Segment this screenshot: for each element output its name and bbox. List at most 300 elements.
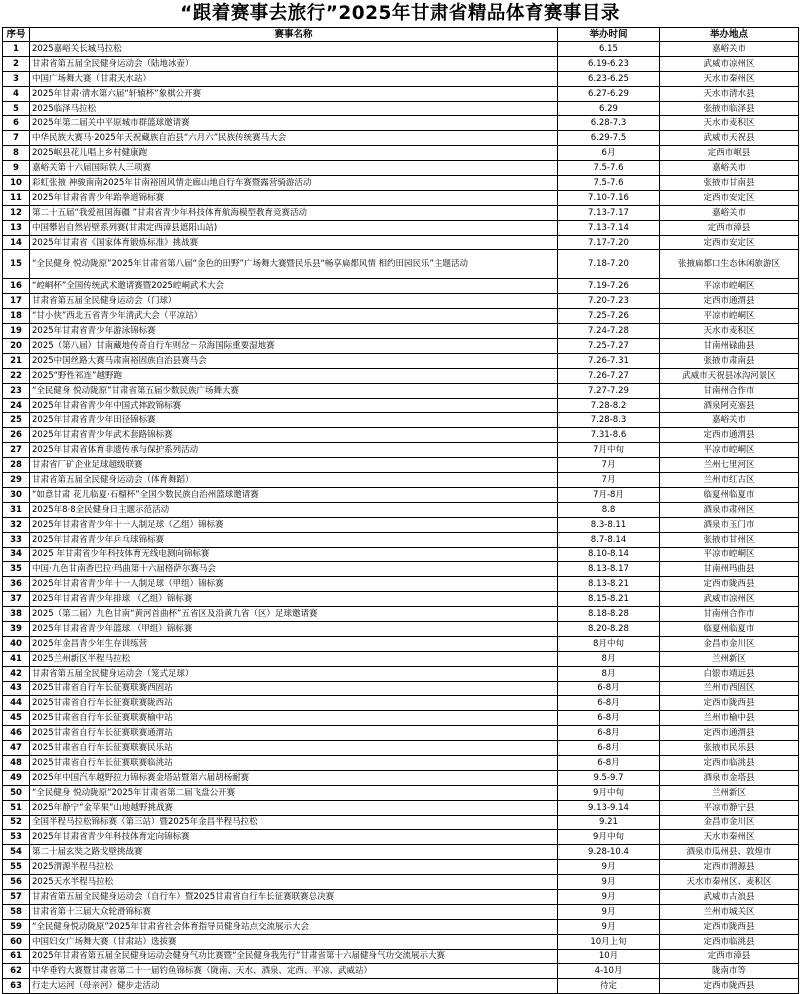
event-location: 定西市岷县 — [660, 146, 799, 161]
event-time: 7.13-7.14 — [558, 220, 660, 235]
event-location: 兰州市红古区 — [660, 473, 799, 488]
event-location: 定西市陇西县 — [660, 696, 799, 711]
row-number: 39 — [3, 621, 30, 636]
table-row — [3, 458, 799, 473]
event-name: 甘肃省第五届全民健身运动会（自行车）暨2025甘肃省自行车长征赛联赛总决赛 — [30, 889, 558, 904]
event-time: 6-8月 — [558, 726, 660, 741]
table-row — [3, 279, 799, 294]
table-row — [3, 161, 799, 176]
event-time: 8.7-8.14 — [558, 532, 660, 547]
event-location: 甘南州玛曲县 — [660, 562, 799, 577]
row-number: 45 — [3, 711, 30, 726]
event-name: 2025年甘肃省青少年武术套路锦标赛 — [30, 428, 558, 443]
event-name: 第二十五届“我爱祖国海疆 ”甘肃省青少年科技体育航海模型教育竞赛活动 — [30, 205, 558, 220]
row-number: 60 — [3, 934, 30, 949]
row-number: 33 — [3, 532, 30, 547]
row-number: 15 — [3, 250, 30, 279]
table-row — [3, 607, 799, 622]
row-number: 32 — [3, 517, 30, 532]
table-row — [3, 875, 799, 890]
event-time: 4-10月 — [558, 964, 660, 979]
event-time: 9月 — [558, 889, 660, 904]
event-name: 2025年甘肃省青少年田径锦标赛 — [30, 413, 558, 428]
event-name: “甘小侠”西北五省青少年清武大会（平凉站） — [30, 309, 558, 324]
event-time: 8月 — [558, 651, 660, 666]
event-time: 7.28-8.2 — [558, 398, 660, 413]
table-row — [3, 190, 799, 205]
row-number: 46 — [3, 726, 30, 741]
event-time: 7.18-7.20 — [558, 250, 660, 279]
event-time: 7.31-8.6 — [558, 428, 660, 443]
table-row — [3, 889, 799, 904]
row-number: 25 — [3, 413, 30, 428]
event-location: 临夏州临夏市 — [660, 487, 799, 502]
event-location: 张掖市甘南县 — [660, 176, 799, 191]
table-row — [3, 711, 799, 726]
table-row — [3, 413, 799, 428]
event-time: 7.17-7.20 — [558, 235, 660, 250]
event-location: 嘉峪关市 — [660, 161, 799, 176]
event-name: 2025临泽马拉松 — [30, 101, 558, 116]
table-row — [3, 547, 799, 562]
event-name: “如意甘肃 花儿临夏·石榴杯”全国少数民族自治州篮球邀请赛 — [30, 487, 558, 502]
event-name: 全国半程马拉松锦标赛（第三站）暨2025年金昌半程马拉松 — [30, 815, 558, 830]
event-location: 张掖市肃南县 — [660, 353, 799, 368]
event-name: 2025年甘肃省青少年十一人制足球（甲组）锦标赛 — [30, 577, 558, 592]
event-time: 8.3-8.11 — [558, 517, 660, 532]
event-location: 平凉市静宁县 — [660, 800, 799, 815]
row-number: 19 — [3, 324, 30, 339]
table-row — [3, 71, 799, 86]
row-number: 5 — [3, 101, 30, 116]
event-name: 中国·九色甘南香巴拉·玛曲第十六届格萨尔赛马会 — [30, 562, 558, 577]
event-name: 2025年甘肃省体育非遗传承与保护系列活动 — [30, 443, 558, 458]
table-row — [3, 383, 799, 398]
row-number: 58 — [3, 904, 30, 919]
event-time: 8.13-8.21 — [558, 577, 660, 592]
event-time: 7.19-7.26 — [558, 279, 660, 294]
table-row — [3, 726, 799, 741]
event-time: 8.18-8.28 — [558, 607, 660, 622]
event-time: 7.28-8.3 — [558, 413, 660, 428]
event-location: 武威市凉州区 — [660, 56, 799, 71]
table-row — [3, 979, 799, 994]
table-row — [3, 324, 799, 339]
event-name: 2025渭源半程马拉松 — [30, 860, 558, 875]
event-name: 嘉峪关第十六届国际铁人三项赛 — [30, 161, 558, 176]
table-row — [3, 443, 799, 458]
event-name: 第二十届玄奘之路戈壁挑战赛 — [30, 845, 558, 860]
page-title: “跟着赛事去旅行”2025年甘肃省精品体育赛事目录 — [180, 3, 620, 24]
table-row — [3, 621, 799, 636]
event-location: 武威市凉州区 — [660, 592, 799, 607]
event-name: 2025年中国汽车越野拉力锦标赛金塔站暨第六届胡杨耐赛 — [30, 770, 558, 785]
event-time: 9.21 — [558, 815, 660, 830]
event-time: 8.15-8.21 — [558, 592, 660, 607]
event-location: 金昌市金川区 — [660, 636, 799, 651]
event-name: 甘肃省第五届全民健身运动会（体育舞蹈） — [30, 473, 558, 488]
event-name: 2025年8·8全民健身日主题示范活动 — [30, 502, 558, 517]
event-location: 天水市清水县 — [660, 86, 799, 101]
row-number: 2 — [3, 56, 30, 71]
row-number: 54 — [3, 845, 30, 860]
event-time: 7月中旬 — [558, 443, 660, 458]
event-time: 9.28-10.4 — [558, 845, 660, 860]
table-row — [3, 934, 799, 949]
row-number: 47 — [3, 741, 30, 756]
table-row — [3, 964, 799, 979]
event-location: 武威市天祝县 — [660, 131, 799, 146]
event-location: 定西市陇西县 — [660, 919, 799, 934]
event-time: 8.10-8.14 — [558, 547, 660, 562]
events-table — [2, 27, 799, 994]
event-time: 7.13-7.17 — [558, 205, 660, 220]
row-number: 6 — [3, 116, 30, 131]
event-time: 7.25-7.26 — [558, 309, 660, 324]
row-number: 11 — [3, 190, 30, 205]
event-name: 2025中国丝路大赛马肃南裕固族自治县赛马会 — [30, 353, 558, 368]
table-row — [3, 532, 799, 547]
event-time: 6-8月 — [558, 711, 660, 726]
event-name: 2025嘉峪关长城马拉松 — [30, 42, 558, 57]
event-location: 酒泉市瓜州县、敦煌市 — [660, 845, 799, 860]
header-location: 举办地点 — [660, 28, 799, 42]
row-number: 59 — [3, 919, 30, 934]
event-location: 定西市陇西县 — [660, 577, 799, 592]
table-row — [3, 487, 799, 502]
table-row — [3, 86, 799, 101]
table-row — [3, 666, 799, 681]
row-number: 21 — [3, 353, 30, 368]
event-time: 8.8 — [558, 502, 660, 517]
header-number: 序号 — [3, 28, 30, 42]
row-number: 4 — [3, 86, 30, 101]
event-name: 2025年甘肃省青少年中国式摔跤锦标赛 — [30, 398, 558, 413]
row-number: 29 — [3, 473, 30, 488]
row-number: 37 — [3, 592, 30, 607]
table-row — [3, 904, 799, 919]
row-number: 56 — [3, 875, 30, 890]
event-location: 定西市安定区 — [660, 190, 799, 205]
row-number: 23 — [3, 383, 30, 398]
event-time: 9月中旬 — [558, 785, 660, 800]
event-location: 武威市古浪县 — [660, 889, 799, 904]
row-number: 13 — [3, 220, 30, 235]
row-number: 57 — [3, 889, 30, 904]
table-row — [3, 502, 799, 517]
row-number: 18 — [3, 309, 30, 324]
event-name: 中国攀岩自然岩壁系列赛(甘肃定西漳县遮阳山站) — [30, 220, 558, 235]
event-name: 2025（第八届）甘南藏地传奇自行车则岔－尕海国际重要湿地赛 — [30, 339, 558, 354]
row-number: 3 — [3, 71, 30, 86]
table-row — [3, 309, 799, 324]
event-location: 平凉市崆峒区 — [660, 309, 799, 324]
row-number: 9 — [3, 161, 30, 176]
table-row — [3, 755, 799, 770]
event-time: 9.13-9.14 — [558, 800, 660, 815]
row-number: 48 — [3, 755, 30, 770]
row-number: 28 — [3, 458, 30, 473]
table-body — [3, 42, 799, 994]
event-time: 7.24-7.28 — [558, 324, 660, 339]
event-time: 6.15 — [558, 42, 660, 57]
table-row — [3, 220, 799, 235]
event-name: 甘肃省第五届全民健身运动会（陆地冰壶） — [30, 56, 558, 71]
table-row — [3, 473, 799, 488]
row-number: 63 — [3, 979, 30, 994]
event-location: 甘南州合作市 — [660, 383, 799, 398]
event-location: 兰州新区 — [660, 651, 799, 666]
event-time: 6月 — [558, 146, 660, 161]
table-row — [3, 815, 799, 830]
table-row — [3, 517, 799, 532]
table-row — [3, 681, 799, 696]
event-location: 甘南州合作市 — [660, 607, 799, 622]
event-location: 平凉市崆峒区 — [660, 547, 799, 562]
event-name: 2025（第二届）九色甘南“黄河首曲杯”五省区及沿黄九省（区）足球邀请赛 — [30, 607, 558, 622]
event-location: 天水市麦积区 — [660, 116, 799, 131]
event-time: 7.10-7.16 — [558, 190, 660, 205]
event-name: 2025年金昌青少年生存训练营 — [30, 636, 558, 651]
event-name: 2025年甘肃省青少年十一人制足球（乙组）锦标赛 — [30, 517, 558, 532]
event-time: 7.25-7.27 — [558, 339, 660, 354]
event-name: 2025甘肃省自行车长征赛联赛西固站 — [30, 681, 558, 696]
row-number: 43 — [3, 681, 30, 696]
table-row — [3, 696, 799, 711]
event-time: 待定 — [558, 979, 660, 994]
event-location: 陇南市等 — [660, 964, 799, 979]
row-number: 36 — [3, 577, 30, 592]
event-time: 6.27-6.29 — [558, 86, 660, 101]
event-name: 2025甘肃省自行车长征赛联赛民乐站 — [30, 741, 558, 756]
row-number: 49 — [3, 770, 30, 785]
header-row — [3, 28, 799, 42]
table-row — [3, 339, 799, 354]
table-row — [3, 294, 799, 309]
table-row — [3, 919, 799, 934]
event-name: 甘肃省第十三届大众轮滑锦标赛 — [30, 904, 558, 919]
event-location: 武威市天祝县冰沟河景区 — [660, 368, 799, 383]
row-number: 1 — [3, 42, 30, 57]
event-name: 2025兰州新区半程马拉松 — [30, 651, 558, 666]
event-location: 张掖扁都口生态休闲旅游区 — [660, 250, 799, 279]
event-time: 6.19-6.23 — [558, 56, 660, 71]
row-number: 40 — [3, 636, 30, 651]
event-time: 9月 — [558, 875, 660, 890]
event-name: “全民健身 悦动陇原”甘肃省第五届少数民族广场舞大赛 — [30, 383, 558, 398]
table-row — [3, 949, 799, 964]
table-row — [3, 235, 799, 250]
row-number: 7 — [3, 131, 30, 146]
event-name: 2025年甘肃省青少年乒乓球锦标赛 — [30, 532, 558, 547]
event-location: 白银市靖远县 — [660, 666, 799, 681]
table-row — [3, 398, 799, 413]
event-location: 定西市陇西县 — [660, 979, 799, 994]
row-number: 44 — [3, 696, 30, 711]
event-name: 2025天水半程马拉松 — [30, 875, 558, 890]
table-row — [3, 741, 799, 756]
event-location: 定西市安定区 — [660, 235, 799, 250]
row-number: 34 — [3, 547, 30, 562]
event-name: 2025甘肃省自行车长征赛联赛临洮站 — [30, 755, 558, 770]
event-location: 定西市临洮县 — [660, 934, 799, 949]
table-row — [3, 101, 799, 116]
table-row — [3, 845, 799, 860]
table-row — [3, 176, 799, 191]
row-number: 16 — [3, 279, 30, 294]
event-name: 中国妇女广场舞大赛（甘肃站）选拔赛 — [30, 934, 558, 949]
event-name: 甘肃省厂矿企业足球超级联赛 — [30, 458, 558, 473]
event-time: 8.20-8.28 — [558, 621, 660, 636]
table-row — [3, 562, 799, 577]
event-location: 嘉峪关市 — [660, 42, 799, 57]
row-number: 61 — [3, 949, 30, 964]
event-location: 金昌市金川区 — [660, 815, 799, 830]
event-location: 定西市通渭县 — [660, 428, 799, 443]
event-location: 定西市通渭县 — [660, 294, 799, 309]
row-number: 53 — [3, 830, 30, 845]
event-time: 7.27-7.29 — [558, 383, 660, 398]
event-location: 定西市漳县 — [660, 220, 799, 235]
row-number: 20 — [3, 339, 30, 354]
event-time: 7月-8月 — [558, 487, 660, 502]
event-location: 酒泉市金塔县 — [660, 770, 799, 785]
event-time: 9月 — [558, 904, 660, 919]
event-name: 中国广场舞大赛（甘肃天水站） — [30, 71, 558, 86]
row-number: 62 — [3, 964, 30, 979]
event-location: 平凉市崆峒区 — [660, 279, 799, 294]
event-name: “全民健身 悦动陇原”2025年甘肃省第八届“金色的田野”广场舞大赛暨民乐县“畅享扁都风情 相约田园民乐”主题活动 — [30, 250, 558, 279]
event-location: 定西市漳县 — [660, 949, 799, 964]
row-number: 10 — [3, 176, 30, 191]
event-location: 嘉峪关市 — [660, 205, 799, 220]
event-location: 兰州市西固区 — [660, 681, 799, 696]
event-time: 8月中旬 — [558, 636, 660, 651]
event-name: 2025年甘肃省青少年科技体育定向锦标赛 — [30, 830, 558, 845]
event-location: 临夏州临夏市 — [660, 621, 799, 636]
event-location: 兰州市榆中县 — [660, 711, 799, 726]
table-row — [3, 592, 799, 607]
table-row — [3, 205, 799, 220]
event-name: 中华垂钓大赛暨甘肃省第二十一届钓鱼锦标赛（陇南、天水、酒泉、定西、平凉、武威站） — [30, 964, 558, 979]
row-number: 38 — [3, 607, 30, 622]
table-row — [3, 770, 799, 785]
event-name: “崆峒杯”全国传统武术邀请赛暨2025崆峒武术大会 — [30, 279, 558, 294]
event-name: 2025甘肃省自行车长征赛联赛陇西站 — [30, 696, 558, 711]
event-location: 酒泉阿克塞县 — [660, 398, 799, 413]
event-name: 2025年甘肃省第五届全民健身运动会健身气功比赛暨“全民健身我先行”甘肃省第十六届健身气功交流展示大赛 — [30, 949, 558, 964]
event-location: 兰州市城关区 — [660, 904, 799, 919]
header-time: 举办时间 — [558, 28, 660, 42]
event-time: 8月 — [558, 666, 660, 681]
row-number: 26 — [3, 428, 30, 443]
row-number: 8 — [3, 146, 30, 161]
row-number: 41 — [3, 651, 30, 666]
row-number: 27 — [3, 443, 30, 458]
event-name: 2025年甘肃省青少年排球 （乙组）锦标赛 — [30, 592, 558, 607]
table-row — [3, 42, 799, 57]
event-time: 6-8月 — [558, 696, 660, 711]
event-name: 2025年静宁“金苹果”山地越野挑战赛 — [30, 800, 558, 815]
row-number: 30 — [3, 487, 30, 502]
event-location: 天水市秦州区 — [660, 830, 799, 845]
event-time: 7月 — [558, 473, 660, 488]
event-name: 甘肃省第五届全民健身运动会（门球） — [30, 294, 558, 309]
event-name: 2025年甘肃省青少年游泳锦标赛 — [30, 324, 558, 339]
table-row — [3, 368, 799, 383]
event-time: 6.28-7.3 — [558, 116, 660, 131]
event-location: 张掖市临泽县 — [660, 101, 799, 116]
table-row — [3, 250, 799, 279]
row-number: 35 — [3, 562, 30, 577]
event-time: 7.5-7.6 — [558, 176, 660, 191]
event-name: 2025年甘肃省青少年篮球 （甲组）锦标赛 — [30, 621, 558, 636]
event-time: 7月 — [558, 458, 660, 473]
event-location: 天水市秦州区 — [660, 71, 799, 86]
event-location: 张掖市民乐县 — [660, 741, 799, 756]
table-row — [3, 785, 799, 800]
event-location: 甘南州碌曲县 — [660, 339, 799, 354]
event-location: 定西市渭源县 — [660, 860, 799, 875]
event-time: 10月 — [558, 949, 660, 964]
event-location: 定西市通渭县 — [660, 726, 799, 741]
event-location: 平凉市崆峒区 — [660, 443, 799, 458]
table-row — [3, 636, 799, 651]
row-number: 50 — [3, 785, 30, 800]
event-time: 6-8月 — [558, 741, 660, 756]
table-row — [3, 353, 799, 368]
event-location: 酒泉市肃州区 — [660, 502, 799, 517]
table-row — [3, 428, 799, 443]
event-time: 7.26-7.27 — [558, 368, 660, 383]
event-time: 6.23-6.25 — [558, 71, 660, 86]
table-row — [3, 860, 799, 875]
table-row — [3, 146, 799, 161]
event-time: 6-8月 — [558, 681, 660, 696]
header-event-name: 赛事名称 — [30, 28, 558, 42]
event-name: 2025 年甘肃省少年科技体育无线电测向锦标赛 — [30, 547, 558, 562]
event-location: 天水市秦州区、麦积区 — [660, 875, 799, 890]
event-time: 8.13-8.17 — [558, 562, 660, 577]
event-location: 定西市临洮县 — [660, 755, 799, 770]
row-number: 42 — [3, 666, 30, 681]
row-number: 51 — [3, 800, 30, 815]
event-name: 2025年甘肃省《国家体育锻炼标准》挑战赛 — [30, 235, 558, 250]
event-time: 6.29-7.5 — [558, 131, 660, 146]
event-location: 嘉峪关市 — [660, 413, 799, 428]
table-row — [3, 116, 799, 131]
event-name: 行走大运河（母亲河）健步走活动 — [30, 979, 558, 994]
event-name: 2025年第二届关中平原城市群篮球邀请赛 — [30, 116, 558, 131]
event-name: 彩虹张掖 神骏南南2025年甘南裕固风情走廊山地自行车赛暨露营骑游活动 — [30, 176, 558, 191]
table-row — [3, 651, 799, 666]
event-time: 9月 — [558, 860, 660, 875]
event-time: 7.20-7.23 — [558, 294, 660, 309]
table-row — [3, 56, 799, 71]
event-time: 9.5-9.7 — [558, 770, 660, 785]
event-name: 2025甘肃省自行车长征赛联赛通渭站 — [30, 726, 558, 741]
event-name: 2025岷县花儿唱上乡村健康跑 — [30, 146, 558, 161]
event-name: 2025年甘肃·清水第六届“轩辕杯”象棋公开赛 — [30, 86, 558, 101]
event-time: 9月中旬 — [558, 830, 660, 845]
event-name: 中华民族大赛马·2025年天祝藏族自治县“六月六”民族传统赛马大会 — [30, 131, 558, 146]
event-time: 6.29 — [558, 101, 660, 116]
event-time: 6-8月 — [558, 755, 660, 770]
event-location: 张掖市甘州区 — [660, 532, 799, 547]
row-number: 24 — [3, 398, 30, 413]
row-number: 55 — [3, 860, 30, 875]
event-time: 7.5-7.6 — [558, 161, 660, 176]
